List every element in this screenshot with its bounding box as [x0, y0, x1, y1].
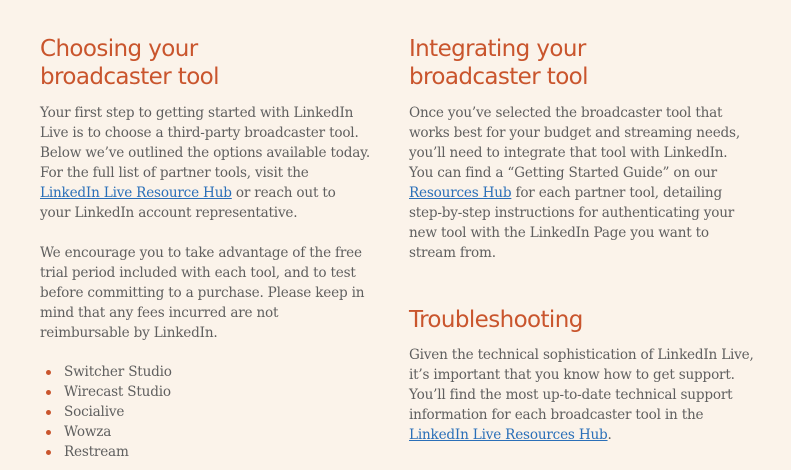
choosing-tool-intro — [40, 103, 370, 223]
troubleshooting-heading: Troubleshooting — [409, 307, 583, 333]
tool-name: Wirecast Studio — [64, 384, 171, 400]
integrating-text: Once you’ve selected the broadcaster tool that works best for your budget and streaming needs, you’ll need to integrate that tool with LinkedIn. You can find a “Getting Started Guide” on our — [409, 105, 740, 181]
broadcaster-tool-list — [40, 362, 172, 462]
integrating-text-end: for each partner tool, detailing step-by-step instructions for authenticating your new tool with the LinkedIn Page you want to stream from. — [409, 185, 735, 261]
bullet-icon — [46, 430, 51, 435]
tool-name: Socialive — [64, 404, 125, 420]
list-item — [40, 382, 172, 402]
troubleshooting-text-end: . — [607, 427, 612, 443]
bullet-icon — [46, 410, 51, 415]
resources-hub-link[interactable]: Resources Hub — [409, 185, 512, 201]
list-item — [40, 442, 172, 462]
tool-name: Switcher Studio — [64, 364, 172, 380]
linkedin-live-resource-hub-link[interactable]: LinkedIn Live Resource Hub — [40, 185, 232, 201]
bullet-icon — [46, 370, 51, 375]
troubleshooting-paragraph — [409, 345, 754, 445]
bullet-icon — [46, 450, 51, 455]
tool-name: Wowza — [64, 424, 112, 440]
choosing-tool-heading: Choosing your broadcaster tool — [40, 36, 219, 90]
list-item — [40, 402, 172, 422]
troubleshooting-text: Given the technical sophistication of LinkedIn Live, it’s important that you know how to get support. You’ll find the most up-to-date technical support information for each broadcaster tool in the — [409, 347, 754, 423]
choosing-intro-text: Your first step to getting started with LinkedIn Live is to choose a third-party broadcaster tool. Below we’ve outlined the options available today. For the full list of partner tools, visit the — [40, 105, 370, 181]
linkedin-live-resources-hub-link[interactable]: LinkedIn Live Resources Hub — [409, 427, 608, 443]
list-item — [40, 422, 172, 442]
choosing-intro-text-end: or reach out to your LinkedIn account representative. — [40, 185, 336, 221]
integrating-tool-heading: Integrating your broadcaster tool — [409, 36, 588, 90]
bullet-icon — [46, 390, 51, 395]
integrating-tool-paragraph — [409, 103, 754, 263]
free-trial-paragraph: We encourage you to take advantage of the free trial period included with each tool, and to test before committing to a purchase. Please keep in mind that any fees incurred are not reimbursable by LinkedIn. — [40, 245, 365, 341]
list-item — [40, 362, 172, 382]
tool-name: Restream — [64, 444, 129, 460]
